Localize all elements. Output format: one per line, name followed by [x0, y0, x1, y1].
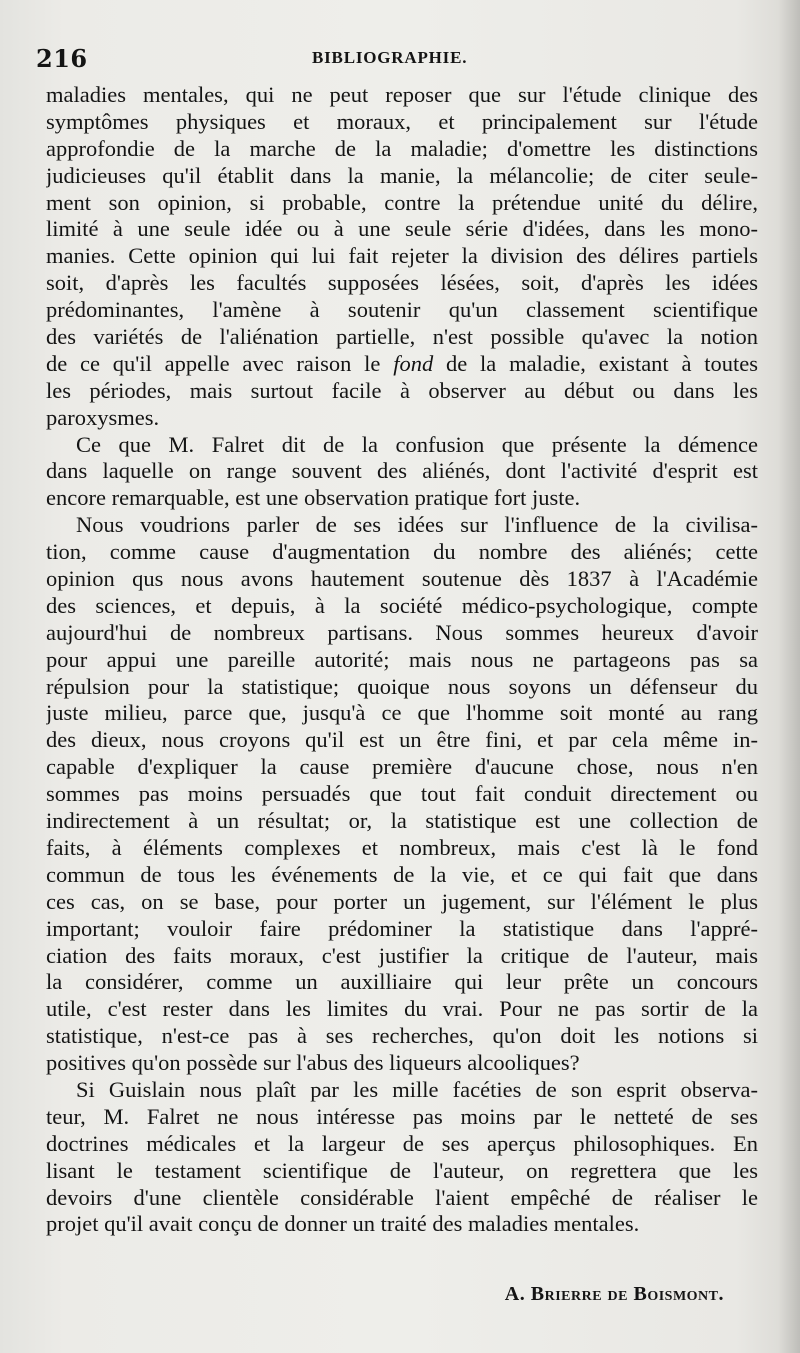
text-line: juste milieu, parce que, jusqu'à ce que l'homme soit monté au rang — [46, 700, 758, 726]
page-header — [36, 38, 756, 74]
text-line: des sciences, et depuis, à la société médico-psychologique, compte — [46, 592, 758, 618]
text-line: répulsion pour la statistique; quoique nous soyons un défenseur du — [46, 673, 758, 699]
text-line: la considérer, comme un auxilliaire qui leur prête un concours — [46, 969, 758, 995]
text-line: aujourd'hui de nombreux partisans. Nous sommes heureux d'avoir — [46, 619, 758, 645]
text-line: les périodes, mais surtout facile à observer au début ou dans les — [46, 377, 758, 403]
text-line: opinion qus nous avons hautement soutenue dès 1837 à l'Académie — [46, 566, 758, 592]
text-line: sommes pas moins persuadés que tout fait conduit directement ou — [46, 781, 758, 807]
author-signature: A. Brierre de Boismont. — [504, 1283, 724, 1305]
text-line: symptômes physiques et moraux, et principalement sur l'étude — [46, 108, 758, 134]
text-line: faits, à éléments complexes et nombreux, mais c'est là le fond — [46, 834, 758, 860]
text-line: limité à une seule idée ou à une seule série d'idées, dans les mono- — [46, 216, 758, 242]
body-text — [46, 82, 758, 1238]
paragraph — [46, 432, 758, 513]
paragraph — [46, 82, 758, 432]
text-line: des variétés de l'aliénation partielle, n'est possible qu'avec la notion — [46, 324, 758, 350]
text-line: ces cas, on se base, pour porter un jugement, sur l'élément le plus — [46, 888, 758, 914]
text-line: teur, M. Falret ne nous intéresse pas moins par le netteté de ses — [46, 1103, 758, 1129]
text-line: doctrines médicales et la largeur de ses aperçus philosophiques. En — [46, 1130, 758, 1156]
text-line: positives qu'on possède sur l'abus des liqueurs alcooliques? — [46, 1050, 580, 1076]
text-line: utile, c'est rester dans les limites du vrai. Pour ne pas sortir de la — [46, 996, 758, 1022]
text-line: judicieuses qu'il établit dans la manie, la mélancolie; de citer seule- — [46, 162, 758, 188]
text-line: maladies mentales, qui ne peut reposer que sur l'étude clinique des — [46, 82, 758, 107]
text-line: encore remarquable, est une observation pratique fort juste. — [46, 485, 581, 511]
text-line: pour appui une pareille autorité; mais nous ne partageons pas sa — [46, 646, 758, 672]
text-line: ment son opinion, si probable, contre la prétendue unité du délire, — [46, 189, 758, 215]
text-line: paroxysmes. — [46, 404, 160, 430]
text-line: indirectement à un résultat; or, la statistique est une collection de — [46, 808, 758, 834]
text-line: soit, d'après les facultés supposées lésées, soit, d'après les idées — [46, 270, 758, 296]
text-line: manies. Cette opinion qui lui fait rejeter la division des délires partiels — [46, 243, 758, 269]
text-line: prédominantes, l'amène à soutenir qu'un classement scientifique — [46, 297, 758, 323]
text-line: dans laquelle on range souvent des aliénés, dont l'activité d'esprit est — [46, 458, 758, 484]
gutter-shadow — [778, 0, 800, 1353]
text-line: projet qu'il avait conçu de donner un traité des maladies mentales. — [46, 1211, 640, 1237]
text-line: lisant le testament scientifique de l'auteur, on regrettera que les — [46, 1157, 758, 1183]
text-line: approfondie de la marche de la maladie; d'omettre les distinctions — [46, 135, 758, 161]
text-line: important; vouloir faire prédominer la statistique dans l'appré- — [46, 915, 758, 941]
paragraph — [46, 512, 758, 1077]
text-line: Nous voudrions parler de ses idées sur l'influence de la civilisa- — [76, 512, 758, 538]
text-line: des dieux, nous croyons qu'il est un être fini, et par cela même in- — [46, 727, 758, 753]
page-number: 216 — [36, 44, 88, 73]
text-line: ciation des faits moraux, c'est justifier la critique de l'auteur, mais — [46, 942, 758, 968]
text-line: Ce que M. Falret dit de la confusion que présente la démence — [76, 431, 758, 457]
text-line: statistique, n'est-ce pas à ses recherches, qu'on doit les notions si — [46, 1023, 758, 1049]
paragraph — [46, 1077, 758, 1238]
running-title: BIBLIOGRAPHIE. — [312, 48, 468, 67]
text-line: commun de tous les événements de la vie, et ce qui fait que dans — [46, 861, 758, 887]
text-line: tion, comme cause d'augmentation du nombre des aliénés; cette — [46, 539, 758, 565]
text-line: capable d'expliquer la cause première d'aucune chose, nous n'en — [46, 754, 758, 780]
text-line: devoirs d'une clientèle considérable l'aient empêché de réaliser le — [46, 1184, 758, 1210]
text-line: Si Guislain nous plaît par les mille facéties de son esprit observa- — [76, 1076, 758, 1102]
text-line: de ce qu'il appelle avec raison le fond de la maladie, existant à toutes — [46, 350, 758, 376]
